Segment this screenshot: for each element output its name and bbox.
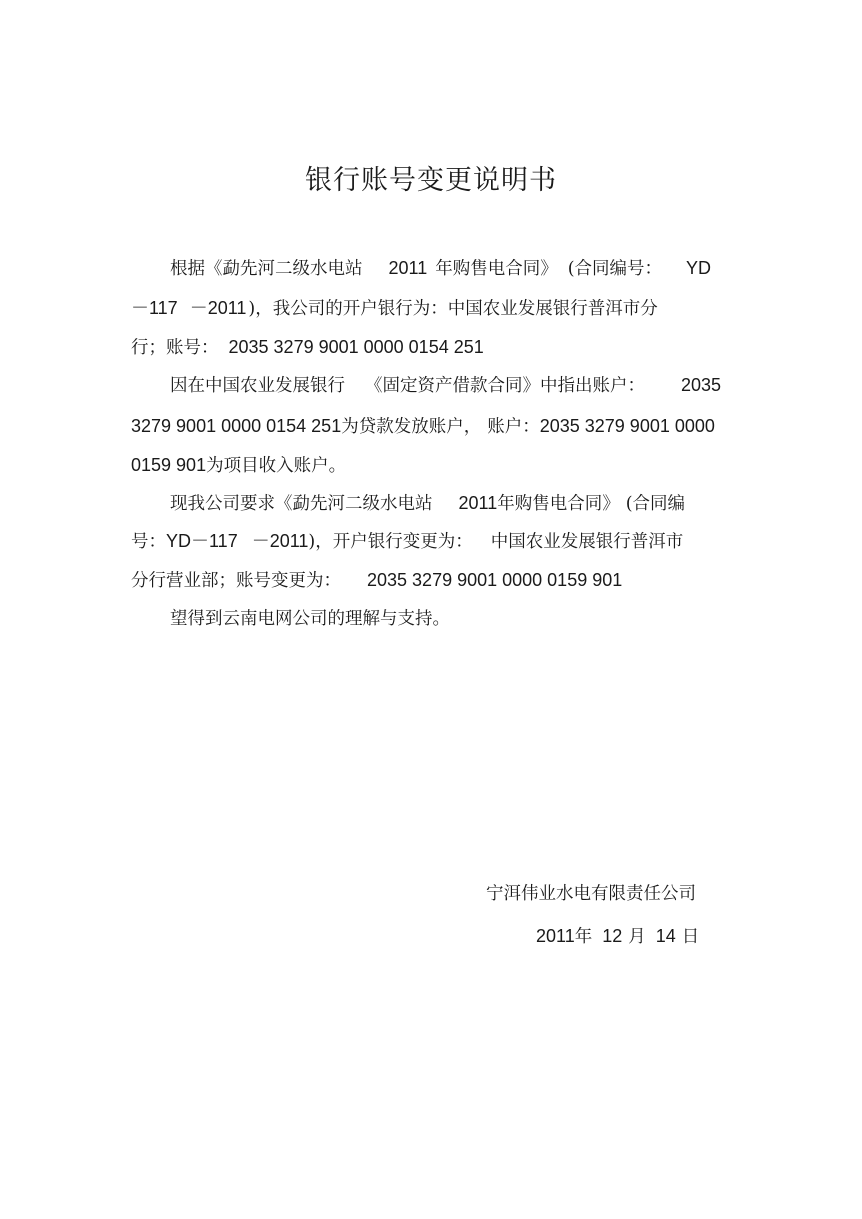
p2-account-number: 2035 3279 9001 0000	[539, 416, 715, 436]
paragraph-2-line-3	[131, 453, 346, 477]
p1-contract-label: (合同编号：	[567, 259, 663, 279]
p2-account-label: 账户：	[487, 417, 540, 437]
date-year-unit: 年	[574, 927, 593, 947]
paragraph-1-line-1	[170, 256, 711, 280]
p2-account-rest: 3279 9001 0000 0154 251	[131, 416, 342, 436]
date-month: 12	[602, 926, 623, 946]
paragraph-3-line-1	[170, 491, 685, 515]
date-month-unit: 月	[628, 927, 646, 947]
p1-contract-prefix: YD	[686, 258, 712, 278]
paragraph-3-line-2	[131, 529, 683, 553]
p1-account-label: 行；账号：	[131, 338, 219, 358]
p1-text: 年购售电合同》	[435, 259, 558, 279]
paragraph-1-line-3	[131, 335, 484, 359]
paragraph-2-line-2	[131, 414, 715, 438]
p3-contract-num: YD－117	[166, 531, 238, 551]
document-title: 银行账号变更说明书	[305, 165, 557, 196]
date-day-unit: 日	[681, 927, 700, 947]
p3-text: 年购售电合同》	[497, 494, 620, 514]
paragraph-2-line-1	[170, 373, 721, 397]
p3-contract-year: －2011	[251, 531, 309, 551]
p3-number-label: 号：	[131, 532, 166, 552]
paragraph-4-line-1: 望得到云南电网公司的理解与支持。	[170, 609, 450, 629]
p2-account-end: 0159 901	[131, 455, 207, 475]
p1-text: )，我公司的开户银行为：中国农业发展银行普洱市分	[248, 299, 658, 319]
date-day: 14	[655, 926, 676, 946]
p2-text: 为项目收入账户。	[206, 456, 347, 476]
p1-year: 2011	[388, 258, 428, 278]
p3-account-label: 分行营业部；账号变更为：	[131, 571, 341, 591]
p3-text: 现我公司要求《勐先河二级水电站	[170, 494, 433, 514]
p2-text: 因在中国农业发展银行	[170, 376, 345, 396]
signature-date	[536, 924, 699, 949]
p1-text: 根据《勐先河二级水电站	[170, 259, 363, 279]
p3-text: )，开户银行变更为：	[308, 532, 473, 552]
p1-contract-num: －117	[131, 298, 178, 318]
p3-account-number: 2035 3279 9001 0000 0159 901	[367, 570, 623, 590]
p3-bank: 中国农业发展银行普洱市	[490, 532, 684, 552]
paragraph-3-line-3	[131, 568, 622, 592]
p2-text: 为贷款发放账户，	[341, 417, 482, 437]
signature-company: 宁洱伟业水电有限责任公司	[486, 884, 696, 904]
p2-text: 《固定资产借款合同》中指出账户：	[365, 376, 645, 396]
date-year: 2011	[536, 926, 575, 946]
p3-contract-label: (合同编	[625, 494, 686, 514]
p1-account-number: 2035 3279 9001 0000 0154 251	[228, 337, 484, 357]
paragraph-1-line-2	[131, 296, 658, 320]
p3-year: 2011	[458, 493, 498, 513]
p1-contract-year: －2011	[189, 298, 247, 318]
p2-account-start: 2035	[681, 375, 722, 395]
